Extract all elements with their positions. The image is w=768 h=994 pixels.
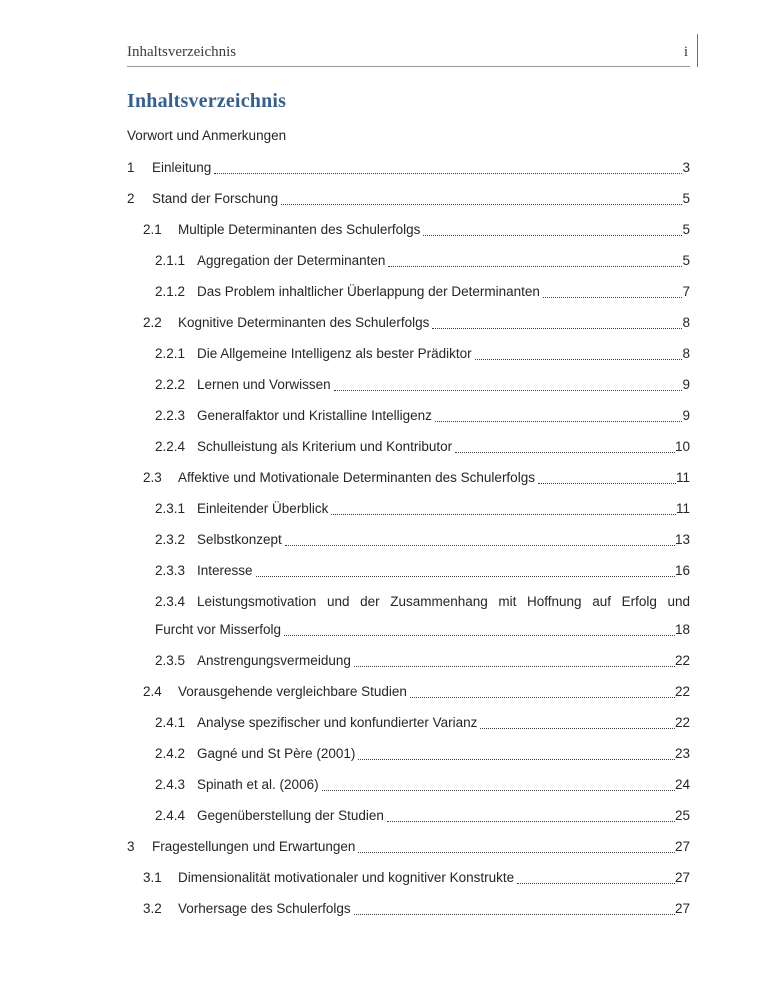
- toc-entry-title: Leistungsmotivation und der Zusammenhang mit Hoffnung auf Erfolg und: [197, 594, 690, 609]
- dot-leader: [358, 852, 675, 853]
- toc-entry-page: 27: [674, 839, 690, 854]
- toc-entry-title: Lernen und Vorwissen: [197, 377, 331, 392]
- running-header-page-number: i: [683, 44, 688, 60]
- toc-entry-number: 2.1: [143, 222, 162, 237]
- toc-entry-page: 13: [674, 532, 690, 547]
- dot-leader: [517, 883, 675, 884]
- dot-leader: [475, 359, 683, 360]
- toc-entry-page: 5: [682, 253, 690, 268]
- toc-entry[interactable]: [127, 837, 690, 857]
- toc-entry-title: Stand der Forschung: [152, 191, 279, 206]
- toc-entry-number: 2.2.4: [155, 439, 186, 454]
- dot-leader: [284, 635, 675, 636]
- toc-entry-number: 2.3.2: [155, 532, 186, 547]
- toc-entry[interactable]: [127, 775, 690, 795]
- toc-entry-number: 2.3.1: [155, 501, 186, 516]
- toc-entry-page: 24: [674, 777, 690, 792]
- toc-entry-title: Kognitive Determinanten des Schulerfolgs: [178, 315, 430, 330]
- toc-entry-number: 2.4.2: [155, 746, 186, 761]
- toc-entry-number: 2.4.3: [155, 777, 186, 792]
- toc-entry-page: 8: [682, 315, 690, 330]
- toc-entry-title: Analyse spezifischer und konfundierter Varianz: [197, 715, 478, 730]
- toc-entry[interactable]: [127, 651, 690, 671]
- toc-entry-number: 2.2.1: [155, 346, 186, 361]
- toc-entry-title: Das Problem inhaltlicher Überlappung der Determinanten: [197, 284, 540, 299]
- dot-leader: [281, 204, 682, 205]
- dot-leader: [435, 421, 683, 422]
- toc-entry-page: 3: [682, 160, 690, 175]
- toc-entry-title: Generalfaktor und Kristalline Intelligenz: [197, 408, 432, 423]
- toc-entry-page: 22: [674, 715, 690, 730]
- running-header: [127, 44, 690, 67]
- toc-entry-title: Dimensionalität motivationaler und kognitiver Konstrukte: [178, 870, 515, 885]
- toc-entry[interactable]: [127, 158, 690, 178]
- toc-entry[interactable]: [127, 713, 690, 733]
- header-vertical-rule: [697, 34, 698, 67]
- toc-entry-page: 22: [674, 653, 690, 668]
- dot-leader: [358, 759, 675, 760]
- toc-entry-title: Anstrengungsvermeidung: [197, 653, 351, 668]
- toc-entry[interactable]: [127, 682, 690, 702]
- toc-entry-number: 2.3.3: [155, 563, 186, 578]
- toc-entry-number: 2.3.5: [155, 653, 186, 668]
- toc-entry-number: 2.3: [143, 470, 162, 485]
- dot-leader: [334, 390, 683, 391]
- toc-entry-page: 9: [682, 377, 690, 392]
- toc-entry-number: 2.1.1: [155, 253, 186, 268]
- toc-entry[interactable]: [127, 251, 690, 271]
- dot-leader: [387, 821, 675, 822]
- toc-entry-title: Aggregation der Determinanten: [197, 253, 386, 268]
- toc-entry-title: Gegenüberstellung der Studien: [197, 808, 384, 823]
- dot-leader: [322, 790, 675, 791]
- toc-entry-page: 10: [674, 439, 690, 454]
- toc-entry-page: 25: [674, 808, 690, 823]
- dot-leader: [423, 235, 682, 236]
- toc-entry[interactable]: [127, 189, 690, 209]
- toc-entry-number: 2.4.1: [155, 715, 186, 730]
- dot-leader: [432, 328, 682, 329]
- dot-leader: [285, 545, 675, 546]
- preface-line: Vorwort und Anmerkungen: [127, 128, 287, 143]
- toc-entry[interactable]: [127, 744, 690, 764]
- running-header-title: Inhaltsverzeichnis: [127, 44, 237, 60]
- toc-heading: Inhaltsverzeichnis: [127, 90, 287, 112]
- toc-entry-title: Schulleistung als Kriterium und Kontributor: [197, 439, 453, 454]
- dot-leader: [354, 914, 675, 915]
- dot-leader: [331, 514, 676, 515]
- toc-entry-number: 2.1.2: [155, 284, 186, 299]
- toc-entry-page: 11: [675, 470, 690, 485]
- toc-entry[interactable]: [127, 899, 690, 919]
- toc-entry[interactable]: [127, 561, 690, 581]
- toc-entry[interactable]: [127, 437, 690, 457]
- toc-entry[interactable]: [127, 530, 690, 550]
- toc-entry-title: Fragestellungen und Erwartungen: [152, 839, 356, 854]
- toc-entry-title: Einleitung: [152, 160, 212, 175]
- dot-leader: [538, 483, 676, 484]
- toc-entry-line1: [155, 592, 690, 612]
- toc-entry-number: 2.2.2: [155, 377, 186, 392]
- toc-entry-title: Gagné und St Père (2001): [197, 746, 356, 761]
- toc-entry-page: 11: [675, 501, 690, 516]
- dot-leader: [256, 576, 675, 577]
- toc-entry-page: 18: [674, 622, 690, 637]
- toc-entry-page: 27: [674, 901, 690, 916]
- toc-entry-page: 5: [682, 222, 690, 237]
- dot-leader: [354, 666, 675, 667]
- toc-entry-number: 2.4.4: [155, 808, 186, 823]
- toc-entry[interactable]: [127, 868, 690, 888]
- toc-entry-title: Die Allgemeine Intelligenz als bester Prädiktor: [197, 346, 472, 361]
- dot-leader: [480, 728, 675, 729]
- toc-entry-page: 22: [674, 684, 690, 699]
- toc-entry-number: 2.4: [143, 684, 162, 699]
- toc-entry-number: 1: [127, 160, 135, 175]
- toc-entry-title-continuation: Furcht vor Misserfolg: [155, 622, 282, 637]
- toc-entry-page: 8: [682, 346, 690, 361]
- toc-entry-title: Spinath et al. (2006): [197, 777, 319, 792]
- toc-entry-number: 2: [127, 191, 135, 206]
- toc-entry-page: 7: [682, 284, 690, 299]
- toc-entry-page: 27: [674, 870, 690, 885]
- dot-leader: [214, 173, 682, 174]
- toc-entry-title: Affektive und Motivationale Determinanten des Schulerfolgs: [178, 470, 535, 485]
- toc-entry-number: 2.2: [143, 315, 162, 330]
- toc-entry-page: 23: [674, 746, 690, 761]
- dot-leader: [455, 452, 675, 453]
- table-of-contents: [127, 158, 690, 930]
- toc-entry-title: Selbstkonzept: [197, 532, 282, 547]
- toc-entry[interactable]: [127, 592, 690, 640]
- dot-leader: [543, 297, 683, 298]
- toc-entry[interactable]: [127, 406, 690, 426]
- toc-entry-page: 5: [682, 191, 690, 206]
- toc-entry-number: 3.2: [143, 901, 162, 916]
- toc-entry[interactable]: [127, 220, 690, 240]
- toc-entry-title: Multiple Determinanten des Schulerfolgs: [178, 222, 421, 237]
- toc-entry-title: Einleitender Überblick: [197, 501, 329, 516]
- toc-entry-title: Interesse: [197, 563, 253, 578]
- toc-entry-number: 2.3.4: [155, 594, 186, 609]
- toc-entry[interactable]: [127, 282, 690, 302]
- toc-entry-number: 3: [127, 839, 135, 854]
- toc-entry[interactable]: [127, 375, 690, 395]
- dot-leader: [388, 266, 682, 267]
- toc-entry-title: Vorhersage des Schulerfolgs: [178, 901, 351, 916]
- toc-entry[interactable]: [127, 468, 690, 488]
- toc-entry[interactable]: [127, 313, 690, 333]
- toc-entry-title: Vorausgehende vergleichbare Studien: [178, 684, 407, 699]
- toc-entry[interactable]: [127, 344, 690, 364]
- toc-entry[interactable]: [127, 499, 690, 519]
- dot-leader: [410, 697, 675, 698]
- toc-entry-number: 3.1: [143, 870, 162, 885]
- toc-entry-number: 2.2.3: [155, 408, 186, 423]
- toc-entry[interactable]: [127, 806, 690, 826]
- toc-entry-page: 9: [682, 408, 690, 423]
- toc-entry-line2: [155, 620, 690, 640]
- toc-entry-page: 16: [674, 563, 690, 578]
